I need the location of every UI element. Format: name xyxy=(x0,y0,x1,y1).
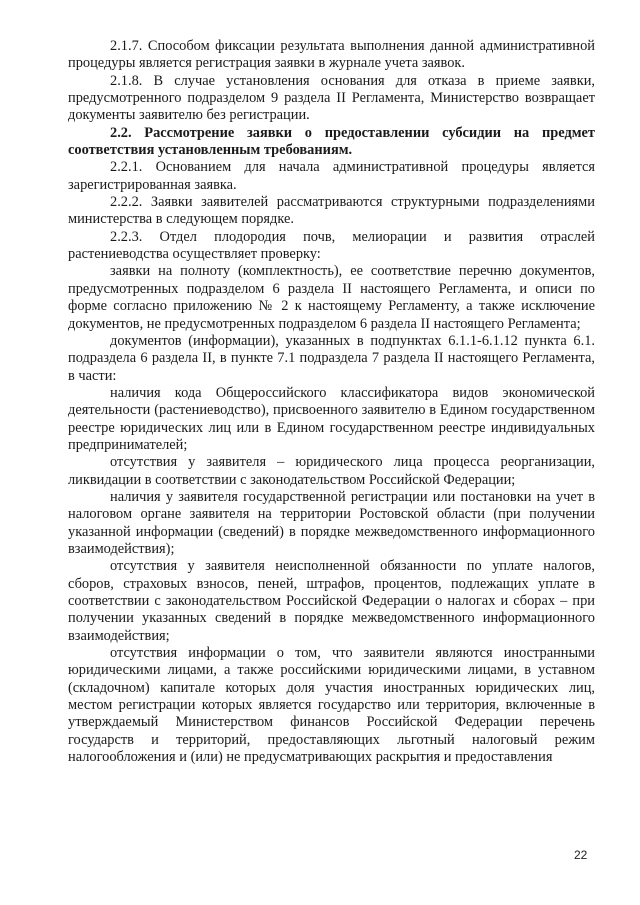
paragraph-tax-registration: наличия у заявителя государственной регистрации или постановки на учет в налоговом органе заявителя на территории Ростовской области (при получении указанной информации (сведений) в порядке межведомственного информационного взаимодействия); xyxy=(68,488,595,557)
page-number: 22 xyxy=(574,848,588,862)
paragraph-no-reorganization: отсутствия у заявителя – юридического лица процесса реорганизации, ликвидации в соответствии с законодательством Российской Федерации; xyxy=(68,454,595,488)
paragraph-foreign-entities: отсутствия информации о том, что заявители являются иностранными юридическими лицами, а также российскими юридическими лицами, в уставном (складочном) капитале которых доля участия иностранных юридических лиц, местом регистрации которых является государство или территория, включенные в утверждаемый Министерством финансов Российской Федерации перечень государств и территорий, предоставляющих льготный налоговый режим налогообложения и (или) не предусматривающих раскрытия и предоставления xyxy=(68,645,595,766)
paragraph-documents-check: документов (информации), указанных в подпунктах 6.1.1-6.1.12 пункта 6.1. подраздела 6 раздела II, в пункте 7.1 подраздела 7 раздела II настоящего Регламента, в части: xyxy=(68,332,595,384)
paragraph-okved-code: наличия кода Общероссийского классификатора видов экономической деятельности (растениеводство), присвоенного заявителю в Едином государственном реестре юридических лиц или в Едином государственном реестре индивидуальных предпринимателей; xyxy=(68,384,595,453)
paragraph-2-1-8: 2.1.8. В случае установления основания для отказа в приеме заявки, предусмотренного подразделом 9 раздела II Регламента, Министерство возвращает документы заявителю без регистрации. xyxy=(68,72,595,124)
paragraph-2-2-3: 2.2.3. Отдел плодородия почв, мелиорации и развития отраслей растениеводства осуществляет проверку: xyxy=(68,228,595,263)
paragraph-2-2-2: 2.2.2. Заявки заявителей рассматриваются структурными подразделениями министерства в следующем порядке. xyxy=(68,194,595,228)
section-heading-2-2: 2.2. Рассмотрение заявки о предоставлении субсидии на предмет соответствия установленным требованиям. xyxy=(68,124,595,159)
paragraph-no-tax-debt: отсутствия у заявителя неисполненной обязанности по уплате налогов, сборов, страховых взносов, пеней, штрафов, процентов, подлежащих уплате в соответствии с законодательством Российской Федерации о налогах и сборах – при получении указанных сведений в порядке межведомственного информационного взаимодействия; xyxy=(68,558,595,644)
paragraph-2-1-7: 2.1.7. Способом фиксации результата выполнения данной административной процедуры является регистрация заявки в журнале учета заявок. xyxy=(68,38,595,72)
paragraph-2-2-1: 2.2.1. Основанием для начала административной процедуры является зарегистрированная заявка. xyxy=(68,159,595,193)
paragraph-completeness-check: заявки на полноту (комплектность), ее соответствие перечню документов, предусмотренных подразделом 6 раздела II настоящего Регламента, и описи по форме согласно приложению № 2 к настоящему Регламенту, а также исключение документов, не предусмотренных подразделом 6 раздела II настоящего Регламента; xyxy=(68,263,595,332)
document-body xyxy=(68,38,595,766)
